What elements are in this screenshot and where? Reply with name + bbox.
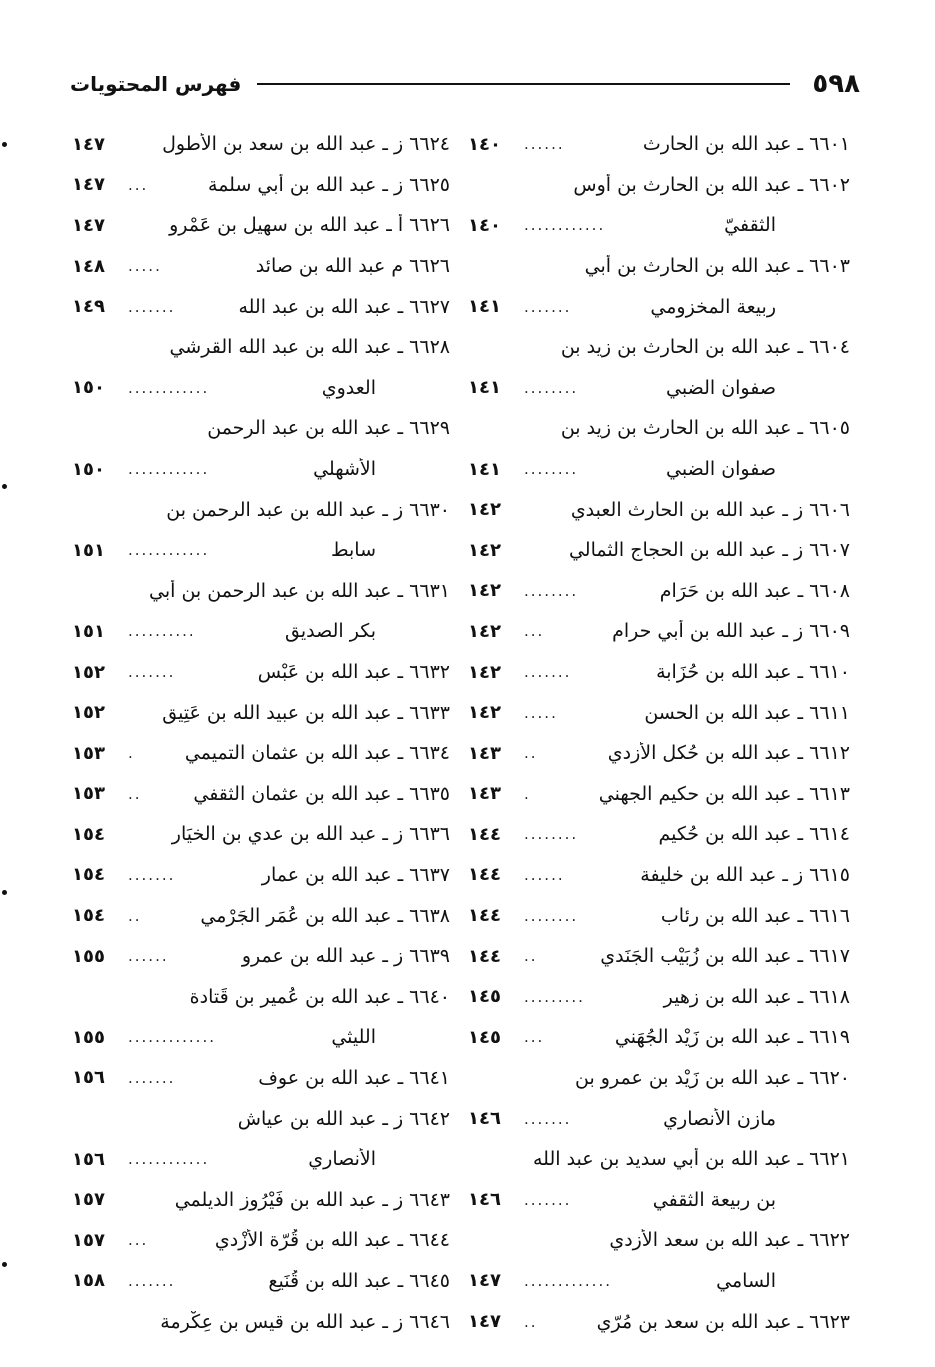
entry-page-number: ١٥٤ — [72, 864, 105, 886]
header-rule — [257, 83, 790, 85]
index-entry — [468, 1017, 850, 1058]
entry-title: ٦٦٢٦ م عبد الله بن صائد — [255, 255, 450, 278]
leader-dots: ............. — [128, 1028, 216, 1047]
entry-title: ٦٦٢٠ ـ عبد الله بن زَيْد بن عمرو بن — [575, 1066, 850, 1089]
entry-title: ٦٦١٨ ـ عبد الله بن زهير — [663, 985, 850, 1008]
leader-dots: ....... — [128, 1271, 176, 1290]
entry-page-number: ١٤٢ — [468, 620, 501, 642]
entry-title: ٦٦٠٧ ز ـ عبد الله بن الحجاج الثمالي — [568, 539, 850, 562]
index-entry — [72, 246, 450, 287]
leader-dots: ........ — [524, 825, 579, 844]
leader-dots: . — [524, 784, 531, 803]
index-entry — [72, 1139, 450, 1180]
index-entry — [468, 368, 850, 409]
index-entry — [72, 692, 450, 733]
entry-page-number: ١٥٥ — [72, 945, 105, 967]
leader-dots: ....... — [524, 1190, 572, 1209]
index-entry — [468, 408, 850, 449]
margin-mark — [2, 1262, 7, 1267]
index-entry — [468, 165, 850, 206]
entry-page-number: ١٤٢ — [468, 580, 501, 602]
entry-title: ٦٦٤٦ ز ـ عبد الله بن قيس بن عِكْرمة — [160, 1310, 450, 1333]
entry-title: ٦٦٣٥ ـ عبد الله بن عثمان الثقفي — [193, 782, 450, 805]
leader-dots: ........ — [524, 581, 579, 600]
index-entry — [468, 449, 850, 490]
index-entry — [72, 611, 450, 652]
entry-title: ٦٦٣٧ ـ عبد الله بن عمار — [261, 863, 450, 886]
entry-page-number: ١٤٢ — [468, 702, 501, 724]
leader-dots: .. — [524, 744, 538, 763]
entry-title: الأنصاري — [308, 1148, 376, 1171]
index-entry — [468, 652, 850, 693]
entry-title: ٦٦٤٢ ز ـ عبد الله بن عياش — [237, 1107, 450, 1130]
entry-title: بكر الصديق — [285, 620, 376, 643]
entry-title: ٦٦٢٨ ـ عبد الله بن عبد الله القرشي — [169, 336, 450, 359]
entry-title: ٦٦٢٤ ز ـ عبد الله بن سعد بن الأطول — [162, 133, 450, 156]
entry-title: ٦٦٢٧ ـ عبد الله بن عبد الله — [238, 295, 450, 318]
entry-title: سابط — [330, 539, 376, 562]
entry-page-number: ١٤٣ — [468, 783, 501, 805]
entry-page-number: ١٥٢ — [72, 702, 105, 724]
entry-page-number: ١٤١ — [468, 377, 501, 399]
index-entry — [72, 530, 450, 571]
index-entry — [72, 571, 450, 612]
entry-page-number: ١٤٤ — [468, 905, 501, 927]
index-entry — [468, 530, 850, 571]
entry-page-number: ١٤٥ — [468, 986, 501, 1008]
leader-dots: ....... — [524, 297, 572, 316]
running-title: فهرس المحتويات — [70, 72, 242, 96]
entry-title: مازِن الأنصاري — [663, 1107, 776, 1130]
index-entry — [72, 449, 450, 490]
leader-dots: .. — [128, 906, 142, 925]
index-column-right — [468, 124, 850, 1344]
entry-title: ٦٦٢٩ ـ عبد الله بن عبد الرحمن — [207, 417, 450, 440]
entry-page-number: ١٥١ — [72, 539, 105, 561]
entry-page-number: ١٥٥ — [72, 1026, 105, 1048]
entry-page-number: ١٥٢ — [72, 661, 105, 683]
margin-mark — [2, 484, 7, 489]
leader-dots: ............ — [128, 1150, 210, 1169]
entry-page-number: ١٤٤ — [468, 823, 501, 845]
index-entry — [72, 652, 450, 693]
entry-title: ٦٦٣٢ ـ عبد الله بن عَبْس — [257, 661, 450, 684]
index-entry — [72, 733, 450, 774]
entry-title: ٦٦٤٤ ـ عبد الله بن قُرّة الأَزْدي — [214, 1229, 450, 1252]
index-entry — [468, 611, 850, 652]
index-entry — [72, 774, 450, 815]
index-entry — [468, 1301, 850, 1342]
index-entry — [468, 895, 850, 936]
leader-dots: ...... — [128, 947, 169, 966]
entry-title: ٦٦٣٦ ز ـ عبد الله بن عدي بن الخيَار — [171, 823, 450, 846]
entry-page-number: ١٤٢ — [468, 539, 501, 561]
leader-dots: ....... — [524, 663, 572, 682]
entry-page-number: ١٥٣ — [72, 783, 105, 805]
entry-title: ٦٦١٥ ز ـ عبد الله بن خليفة — [640, 863, 850, 886]
entry-title: ٦٦٠١ ـ عبد الله بن الحارث — [642, 133, 850, 156]
index-entry — [468, 489, 850, 530]
index-entry — [468, 814, 850, 855]
index-entry — [468, 976, 850, 1017]
entry-title: ٦٦٠٨ ـ عبد الله بن حَرَام — [659, 579, 850, 602]
index-entry — [72, 1098, 450, 1139]
entry-title: ٦٦٣٨ ـ عبد الله بن عُمَر الجَرْمي — [200, 904, 450, 927]
entry-page-number: ١٥٨ — [72, 1270, 105, 1292]
index-entry — [468, 936, 850, 977]
leader-dots: ....... — [128, 865, 176, 884]
entry-title: ٦٦١٦ ـ عبد الله بن رئاب — [660, 904, 850, 927]
entry-title: ٦٦١٧ ـ عبد الله بن زُبَيْب الجَنَدي — [600, 945, 850, 968]
index-entry — [468, 692, 850, 733]
leader-dots: ..... — [524, 703, 558, 722]
entry-title: ٦٦٢١ ـ عبد الله بن أبي سديد بن عبد الله — [533, 1148, 850, 1171]
entry-title: ٦٦٠٩ ز ـ عبد الله بن أبي حرام — [612, 620, 850, 643]
index-entry — [72, 368, 450, 409]
margin-mark — [2, 890, 7, 895]
index-entry — [468, 1261, 850, 1302]
leader-dots: ... — [128, 1231, 149, 1250]
leader-dots: ........ — [524, 906, 579, 925]
entry-page-number: ١٤٧ — [468, 1270, 501, 1292]
index-entry — [72, 1017, 450, 1058]
entry-page-number: ١٥٤ — [72, 905, 105, 927]
leader-dots: ............ — [524, 216, 606, 235]
index-entry — [72, 124, 450, 165]
entry-page-number: ١٤١ — [468, 458, 501, 480]
index-entry — [468, 1139, 850, 1180]
entry-page-number: ١٥٣ — [72, 742, 105, 764]
entry-page-number: ١٤٦ — [468, 1189, 501, 1211]
entry-title: ٦٦٢٣ ـ عبد الله بن سعد بن مُرّي — [596, 1310, 850, 1333]
leader-dots: .. — [524, 1312, 538, 1331]
entry-title: السامي — [716, 1269, 776, 1292]
entry-title: ٦٦٣٣ ـ عبد الله بن عبيد الله بن عَتِيق — [162, 701, 450, 724]
index-entry — [72, 976, 450, 1017]
index-entry — [72, 1179, 450, 1220]
leader-dots: ........ — [524, 460, 579, 479]
entry-page-number: ١٤٩ — [72, 296, 105, 318]
entry-page-number: ١٤٠ — [468, 133, 501, 155]
index-entry — [72, 936, 450, 977]
index-entry — [468, 1179, 850, 1220]
entry-title: ٦٦٣١ ـ عبد الله بن عبد الرحمن بن أبي — [149, 579, 450, 602]
index-entry — [72, 1261, 450, 1302]
entry-title: ٦٦١٤ ـ عبد الله بن حُكيم — [658, 823, 850, 846]
entry-page-number: ١٥٧ — [72, 1189, 105, 1211]
index-entry — [468, 246, 850, 287]
entry-title: ٦٦١٢ ـ عبد الله بن حُكل الأزدي — [607, 742, 850, 765]
entry-title: ٦٦٠٤ ـ عبد الله بن الحارث بن زيد بن — [560, 336, 850, 359]
entry-page-number: ١٤٨ — [72, 255, 105, 277]
leader-dots: ... — [128, 175, 149, 194]
entry-title: ٦٦٤٥ ـ عبد الله بن قُنَيع — [268, 1269, 450, 1292]
entry-page-number: ١٤٢ — [468, 499, 501, 521]
index-entry — [468, 774, 850, 815]
entry-title: صفوان الضبي — [666, 376, 776, 399]
entry-page-number: ١٤٧ — [468, 1311, 501, 1333]
leader-dots: .......... — [128, 622, 196, 641]
entry-page-number: ١٥٠ — [72, 377, 105, 399]
entry-page-number: ١٥١ — [72, 620, 105, 642]
index-entry — [468, 286, 850, 327]
leader-dots: ............. — [524, 1271, 612, 1290]
entry-title: بن ربيعة الثقفي — [652, 1188, 776, 1211]
leader-dots: ...... — [524, 865, 565, 884]
leader-dots: ............ — [128, 378, 210, 397]
entry-title: ٦٦٢٥ ز ـ عبد الله بن أبي سلمة — [208, 173, 450, 196]
entry-title: ٦٦١٣ ـ عبد الله بن حكيم الجهني — [598, 782, 850, 805]
index-entry — [468, 124, 850, 165]
entry-title: ٦٦٣٤ ـ عبد الله بن عثمان التميمي — [184, 742, 450, 765]
index-entry — [468, 205, 850, 246]
index-entry — [468, 733, 850, 774]
entry-title: ٦٦٠٦ ز ـ عبد الله بن الحارث العبدي — [570, 498, 850, 521]
entry-page-number: ١٥٤ — [72, 823, 105, 845]
entry-title: ٦٦١٠ ـ عبد الله بن حُزَابة — [656, 661, 850, 684]
leader-dots: ....... — [524, 1109, 572, 1128]
entry-page-number: ١٤١ — [468, 296, 501, 318]
entry-title: ٦٦١١ ـ عبد الله بن الحسن — [644, 701, 850, 724]
leader-dots: ... — [524, 1028, 545, 1047]
entry-title: ٦٦٠٥ ـ عبد الله بن الحارث بن زيد بن — [560, 417, 850, 440]
leader-dots: ...... — [524, 135, 565, 154]
index-entry — [72, 1058, 450, 1099]
index-entry — [72, 205, 450, 246]
entry-page-number: ١٤٢ — [468, 661, 501, 683]
entry-title: الليثي — [331, 1026, 376, 1049]
entry-title: ٦٦٤٣ ز ـ عبد الله بن فَيْرُوز الديلمي — [174, 1188, 450, 1211]
index-entry — [72, 286, 450, 327]
leader-dots: ........ — [524, 378, 579, 397]
leader-dots: ..... — [128, 257, 162, 276]
page-header — [70, 64, 860, 104]
index-entry — [72, 855, 450, 896]
entry-title: ٦٦٢٦ أ ـ عبد الله بن سهيل بن عَمْرو — [169, 214, 450, 237]
index-entry — [468, 571, 850, 612]
leader-dots: ....... — [128, 663, 176, 682]
index-entry — [72, 1301, 450, 1342]
index-entry — [468, 1220, 850, 1261]
leader-dots: .. — [128, 784, 142, 803]
leader-dots: ............ — [128, 460, 210, 479]
leader-dots: ... — [524, 622, 545, 641]
leader-dots: . — [128, 744, 135, 763]
entry-page-number: ١٥٧ — [72, 1229, 105, 1251]
index-entry — [72, 489, 450, 530]
index-entry — [72, 814, 450, 855]
index-entry — [468, 1058, 850, 1099]
entry-title: ٦٦٣٠ ز ـ عبد الله بن عبد الرحمن بن — [166, 498, 450, 521]
index-entry — [72, 895, 450, 936]
entry-page-number: ١٤٧ — [72, 133, 105, 155]
entry-page-number: ١٥٠ — [72, 458, 105, 480]
entry-page-number: ١٥٦ — [72, 1148, 105, 1170]
entry-page-number: ١٤٧ — [72, 214, 105, 236]
entry-title: ٦٦١٩ ـ عبد الله بن زَيْد الجُهَني — [614, 1026, 850, 1049]
entry-title: ٦٦٠٢ ـ عبد الله بن الحارث بن أوس — [573, 173, 850, 196]
entry-title: ٦٦٢٢ ـ عبد الله بن سعد الأزدي — [609, 1229, 850, 1252]
entry-page-number: ١٤٤ — [468, 945, 501, 967]
index-entry — [72, 1220, 450, 1261]
entry-page-number: ١٤٧ — [72, 174, 105, 196]
index-entry — [468, 327, 850, 368]
leader-dots: .. — [524, 947, 538, 966]
entry-title: العدوي — [321, 376, 376, 399]
entry-page-number: ١٤٥ — [468, 1026, 501, 1048]
entry-page-number: ١٤٣ — [468, 742, 501, 764]
entry-title: ٦٦٣٩ ز ـ عبد الله بن عمرو — [241, 945, 450, 968]
margin-mark — [2, 142, 7, 147]
entry-title: صفوان الضبي — [666, 458, 776, 481]
entry-page-number: ١٥٦ — [72, 1067, 105, 1089]
leader-dots: ............ — [128, 541, 210, 560]
entry-title: ٦٦٤٠ ـ عبد الله بن عُمير بن قَتادة — [189, 985, 450, 1008]
entry-title: الثقفيّ — [724, 214, 776, 237]
entry-page-number: ١٤٤ — [468, 864, 501, 886]
entry-title: ربيعة المخزومي — [650, 295, 776, 318]
index-entry — [72, 327, 450, 368]
index-column-left — [72, 124, 450, 1344]
leader-dots: ....... — [128, 1068, 176, 1087]
index-entry — [468, 855, 850, 896]
entry-page-number: ١٤٠ — [468, 214, 501, 236]
leader-dots: ......... — [524, 987, 585, 1006]
page-number: ٥٩٨ — [812, 69, 860, 99]
entry-title: ٦٦٠٣ ـ عبد الله بن الحارث بن أبي — [584, 255, 850, 278]
index-entry — [468, 1098, 850, 1139]
entry-title: ٦٦٤١ ـ عبد الله بن عوف — [258, 1066, 450, 1089]
index-entry — [72, 165, 450, 206]
leader-dots: ....... — [128, 297, 176, 316]
entry-page-number: ١٤٦ — [468, 1108, 501, 1130]
index-entry — [72, 408, 450, 449]
entry-title: الأشهلي — [313, 458, 376, 481]
